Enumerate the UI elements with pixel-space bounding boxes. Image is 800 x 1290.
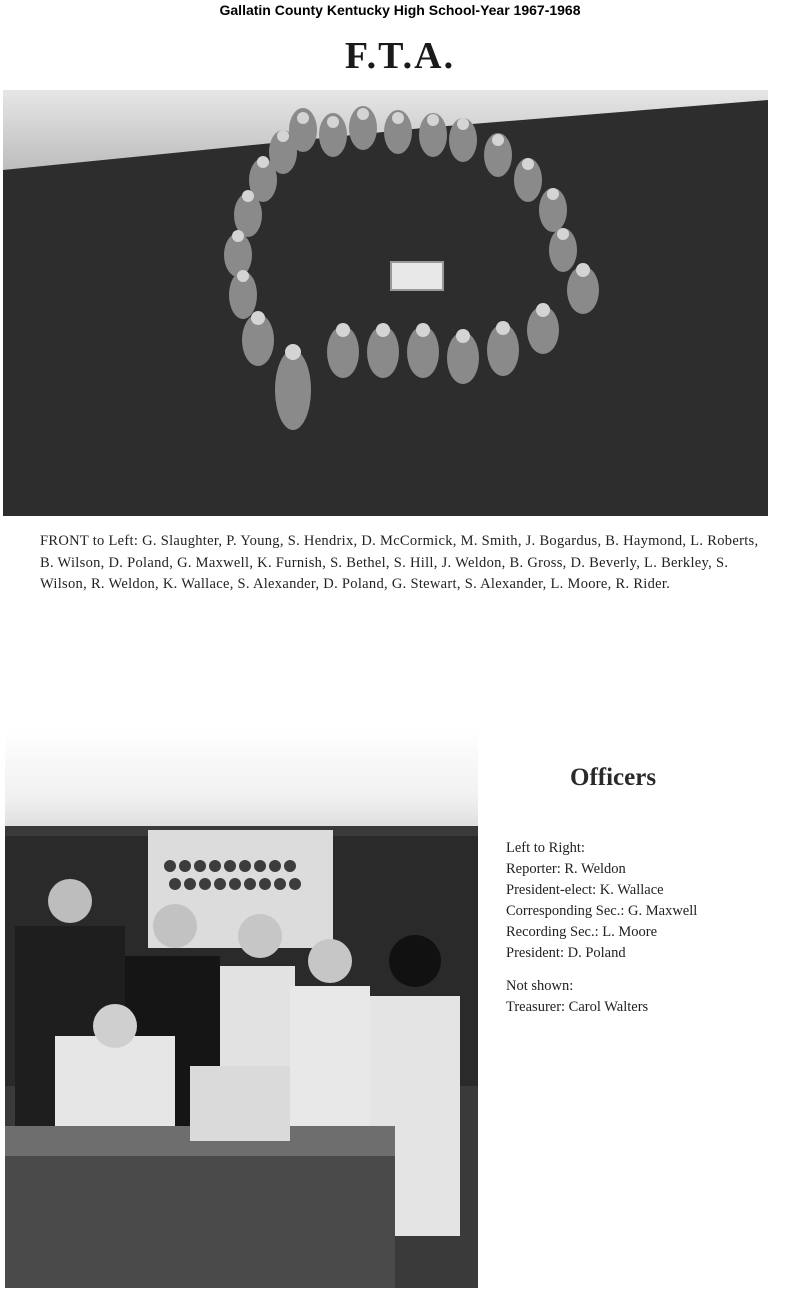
officer-treasurer: Treasurer: Carol Walters — [506, 999, 649, 1015]
order-label: Left to Right: — [506, 840, 585, 856]
officers-title: Officers — [570, 764, 657, 791]
page-header: Gallatin County Kentucky High School-Year 1967-1968 — [219, 2, 581, 18]
spacer — [506, 964, 697, 976]
not-shown-label: Not shown: — [506, 978, 574, 994]
officer-president-elect: President-elect: K. Wallace — [506, 882, 664, 898]
officer-reporter: Reporter: R. Weldon — [506, 861, 626, 877]
group-caption: FRONT to Left: G. Slaughter, P. Young, S. Hendrix, D. McCormick, M. Smith, J. Bogardus, B. Haymond, L. Roberts, B. Wilson, D. Poland, G. Maxwell, K. Furnish, S. Bethel, S. Hill, J. Weldon, B. Gross, D. Beverly, L. Berkley, S. Wilson, R. Weldon, K. Wallace, S. Alexander, D. Poland, G. Stewart, S. Alexander, L. Moore, R. Rider. — [40, 533, 759, 592]
officer-recording-sec: Recording Sec.: L. Moore — [506, 924, 658, 940]
page-title: F.T.A. — [344, 35, 456, 77]
photo-top-fade — [5, 728, 478, 826]
officer-president: President: D. Poland — [506, 945, 626, 961]
officer-corresponding-sec: Corresponding Sec.: G. Maxwell — [506, 903, 698, 919]
officers-photo — [5, 826, 478, 1288]
group-photo — [3, 90, 768, 516]
officers-list — [506, 838, 697, 1018]
